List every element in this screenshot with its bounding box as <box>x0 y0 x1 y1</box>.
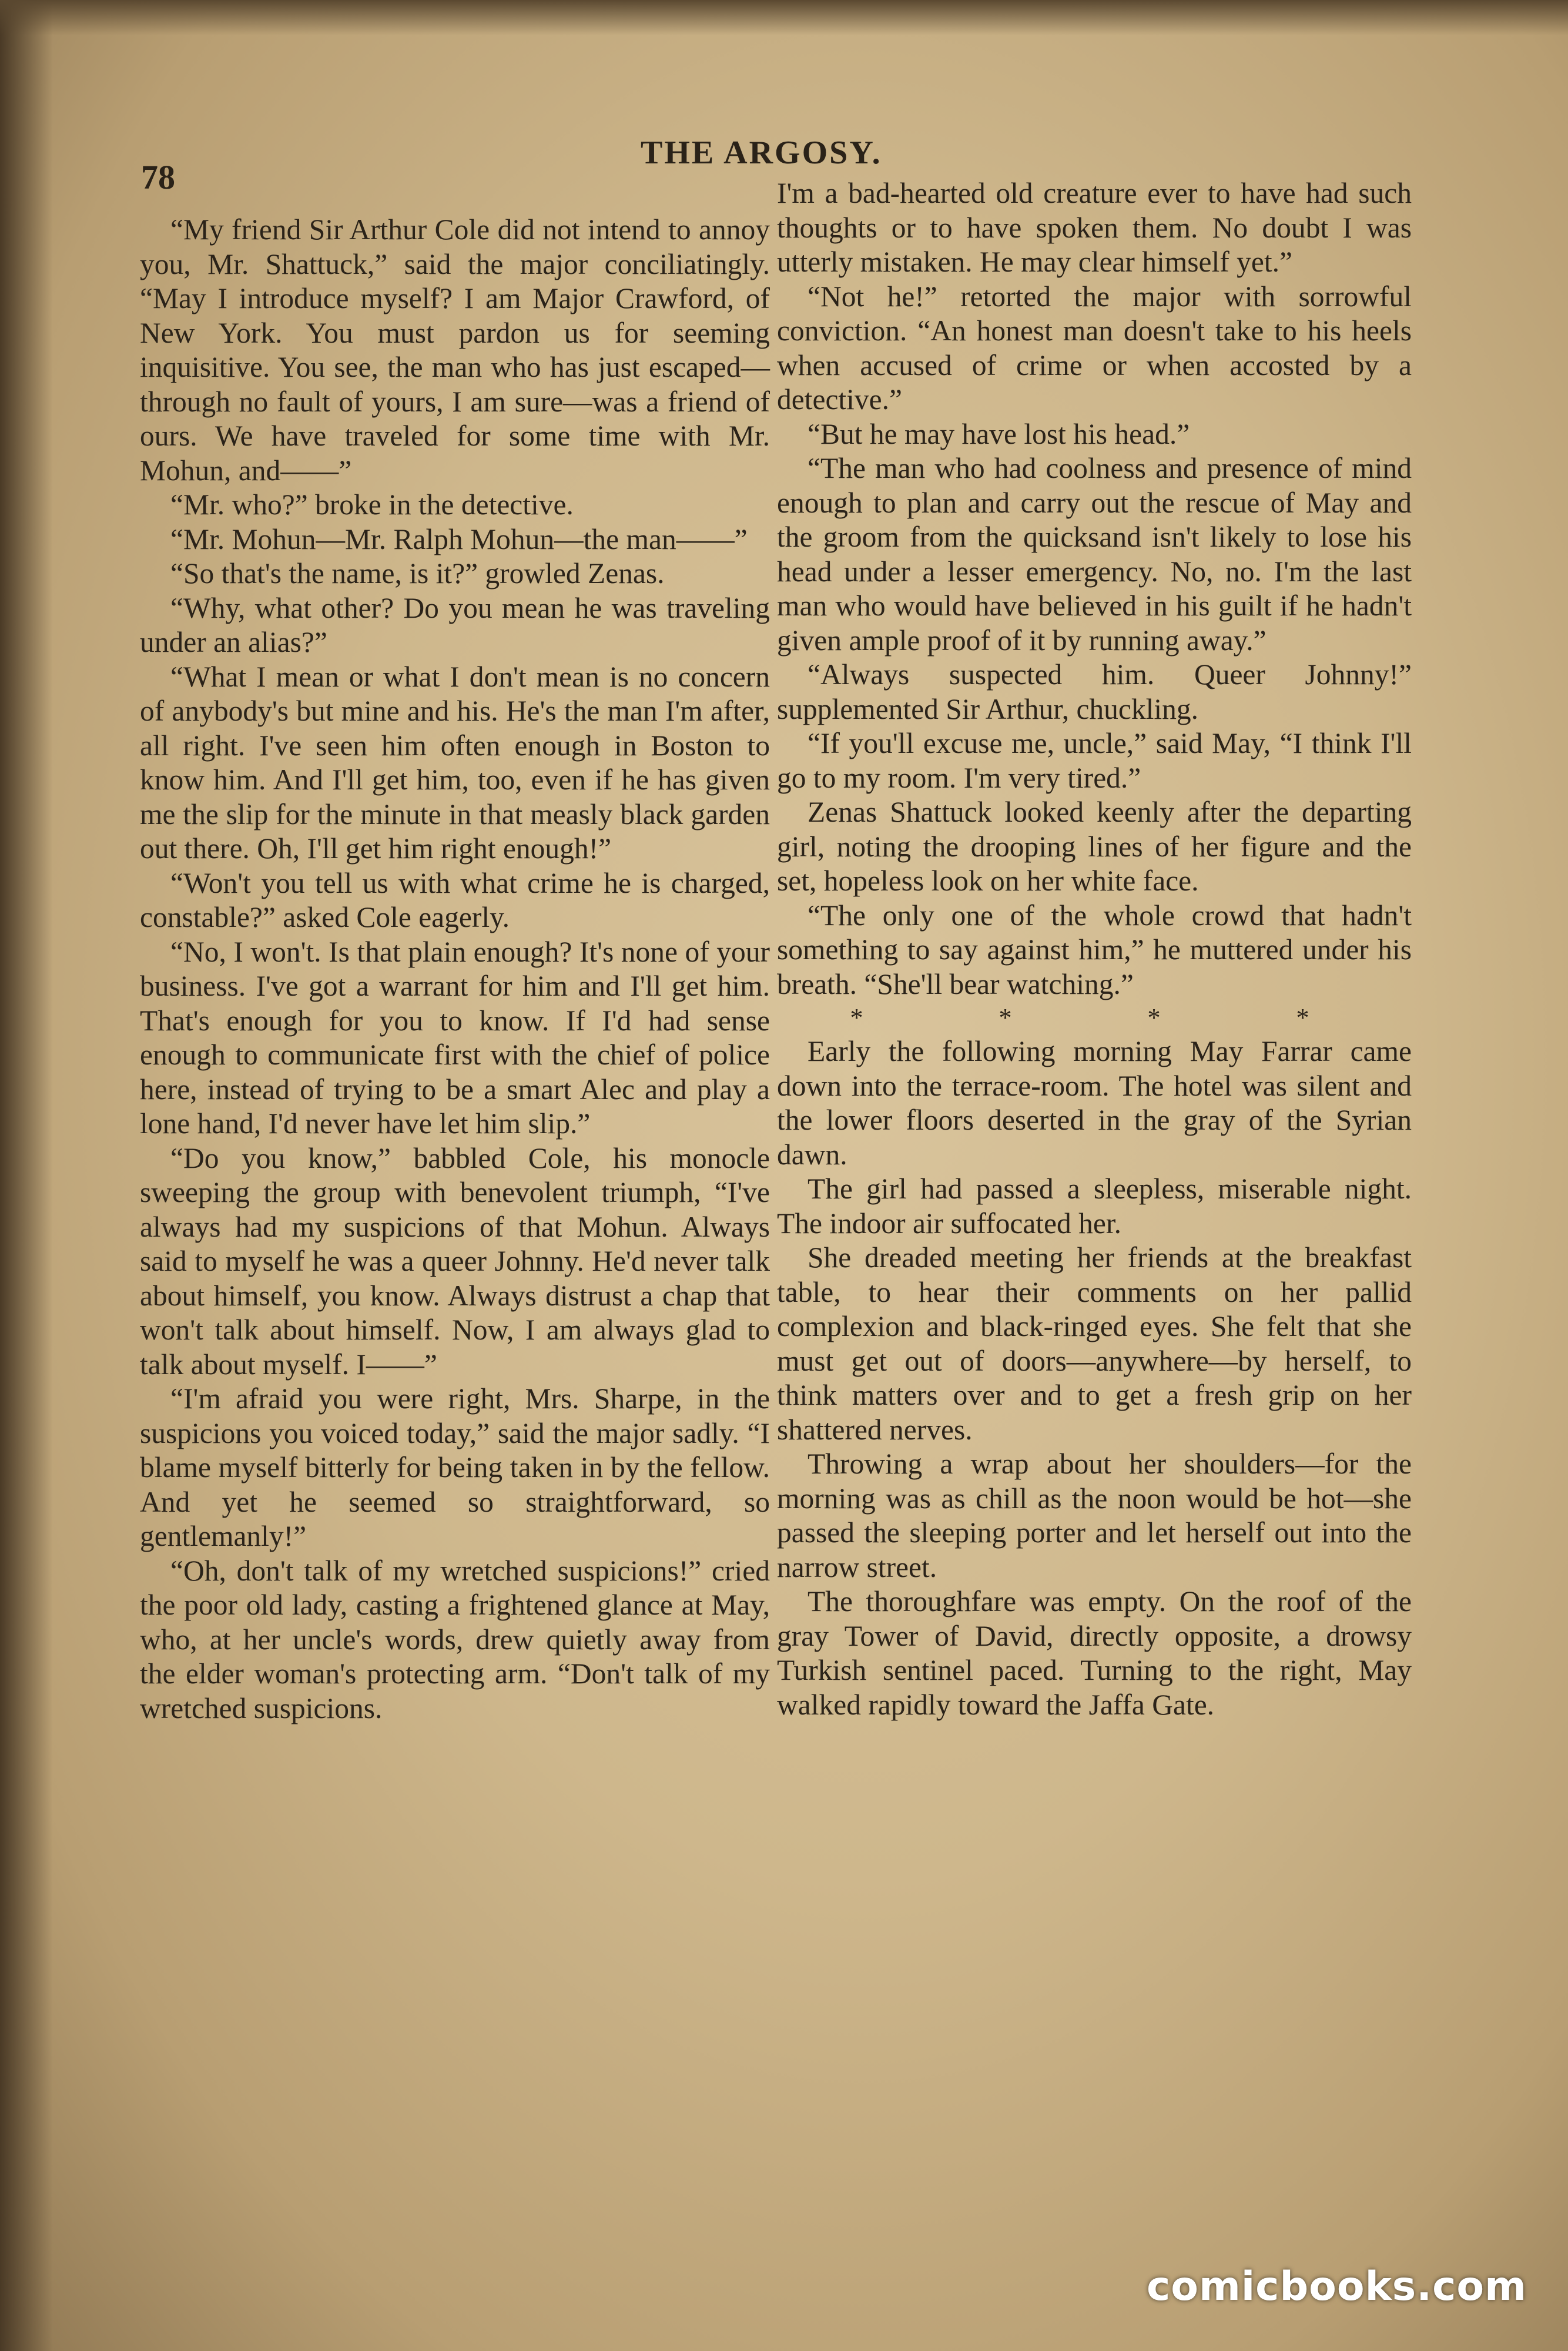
page-shadow-top <box>0 0 1568 35</box>
paragraph: The girl had passed a sleepless, miserable night. The indoor air suffocated her. <box>777 1173 1412 1240</box>
paragraph-continued: I'm a bad-hearted old creature ever to have had such thoughts or to have spoken them. No doubt I was utterly mistaken. He may clear himself yet.” <box>777 177 1412 278</box>
paragraph: “If you'll excuse me, uncle,” said May, “I think I'll go to my room. I'm very tired.” <box>777 727 1412 794</box>
site-watermark: comicbooks.com <box>1146 2263 1527 2310</box>
paragraph: “The man who had coolness and presence of mind enough to plan and carry out the rescue of May and the groom from the quicksand isn't likely to lose his head under a lesser emergency. No, no. I'm the last man who would have believed in his guilt if he hadn't given ample proof of it by running away.” <box>777 452 1412 657</box>
paragraph: “Not he!” retorted the major with sorrowful conviction. “An honest man doesn't take to his heels when accused of crime or when accosted by a detective.” <box>777 280 1412 416</box>
left-column <box>140 213 770 1726</box>
paragraph: “So that's the name, is it?” growled Zenas. <box>170 557 665 590</box>
paragraph: “Oh, don't talk of my wretched suspicions!” cried the poor old lady, casting a frightened glance at May, who, at her uncle's words, drew quietly away from the elder woman's protecting arm. “Don't talk of my wretched suspicions. <box>140 1554 770 1724</box>
paragraph: Early the following morning May Farrar came down into the terrace-room. The hotel was silent and the lower floors deserted in the gray of the Syrian dawn. <box>777 1035 1412 1171</box>
paragraph: “The only one of the whole crowd that hadn't something to say against him,” he muttered under his breath. “She'll bear watching.” <box>777 899 1412 1000</box>
page-number: 78 <box>141 158 175 196</box>
paragraph: “What I mean or what I don't mean is no concern of anybody's but mine and his. He's the man I'm after, all right. I've seen him often enough in Boston to know him. And I'll get him, too, even if he has given me the slip for the minute in that measly black garden out there. Oh, I'll get him right enough!” <box>140 660 770 865</box>
paragraph: “Do you know,” babbled Cole, his monocle sweeping the group with benevolent triumph, “I've always had my suspicions of that Mohun. Always said to myself he was a queer Johnny. He'd never talk about himself, you know. Always distrust a chap that won't talk about himself. Now, I am always glad to talk about myself. I——” <box>140 1141 770 1381</box>
paragraph: “Mr. who?” broke in the detective. <box>170 488 574 521</box>
paragraph: The thoroughfare was empty. On the roof of the gray Tower of David, directly opposite, a drowsy Turkish sentinel paced. Turning to the right, May walked rapidly toward the Jaffa Gate. <box>777 1585 1412 1721</box>
paragraph: “Always suspected him. Queer Johnny!” supplemented Sir Arthur, chuckling. <box>777 658 1412 725</box>
right-column <box>777 176 1412 1722</box>
page-header <box>141 134 1410 196</box>
running-title: THE ARGOSY. <box>641 135 882 171</box>
paragraph: Zenas Shattuck looked keenly after the departing girl, noting the drooping lines of her figure and the set, hopeless look on her white face. <box>777 796 1412 897</box>
paragraph: “Mr. Mohun—Mr. Ralph Mohun—the man——” <box>170 523 748 555</box>
paragraph: “Won't you tell us with what crime he is charged, constable?” asked Cole eagerly. <box>140 866 770 933</box>
paragraph: She dreaded meeting her friends at the breakfast table, to hear their comments on her pallid complexion and black-ringed eyes. She felt that she must get out of doors—anywhere—by herself, to think matters over and to get a fresh grip on her shattered nerves. <box>777 1241 1412 1446</box>
section-break-stars: * * * * <box>850 1003 1374 1032</box>
paragraph: Throwing a wrap about her shoulders—for the morning was as chill as the noon would be hot—she passed the sleeping porter and let herself out into the narrow street. <box>777 1448 1412 1583</box>
paragraph: “Why, what other? Do you mean he was traveling under an alias?” <box>140 591 770 658</box>
paragraph: “No, I won't. Is that plain enough? It's none of your business. I've got a warrant for him and I'll get him. That's enough for you to know. If I'd had sense enough to communicate first with the chief of police here, instead of trying to be a smart Alec and play a lone hand, I'd never have let him slip.” <box>140 935 770 1140</box>
page-shadow-left <box>0 0 53 2351</box>
paragraph: “But he may have lost his head.” <box>808 417 1190 450</box>
paragraph: “My friend Sir Arthur Cole did not intend to annoy you, Mr. Shattuck,” said the major conciliatingly. “May I introduce myself? I am Major Crawford, of New York. You must pardon us for seeming inquisitive. You see, the man who has just escaped—through no fault of yours, I am sure—was a friend of ours. We have traveled for some time with Mr. Mohun, and——” <box>140 213 770 487</box>
paragraph: “I'm afraid you were right, Mrs. Sharpe, in the suspicions you voiced today,” said the major sadly. “I blame myself bitterly for being taken in by the fellow. And yet he seemed so straightforward, so gentlemanly!” <box>140 1382 770 1552</box>
